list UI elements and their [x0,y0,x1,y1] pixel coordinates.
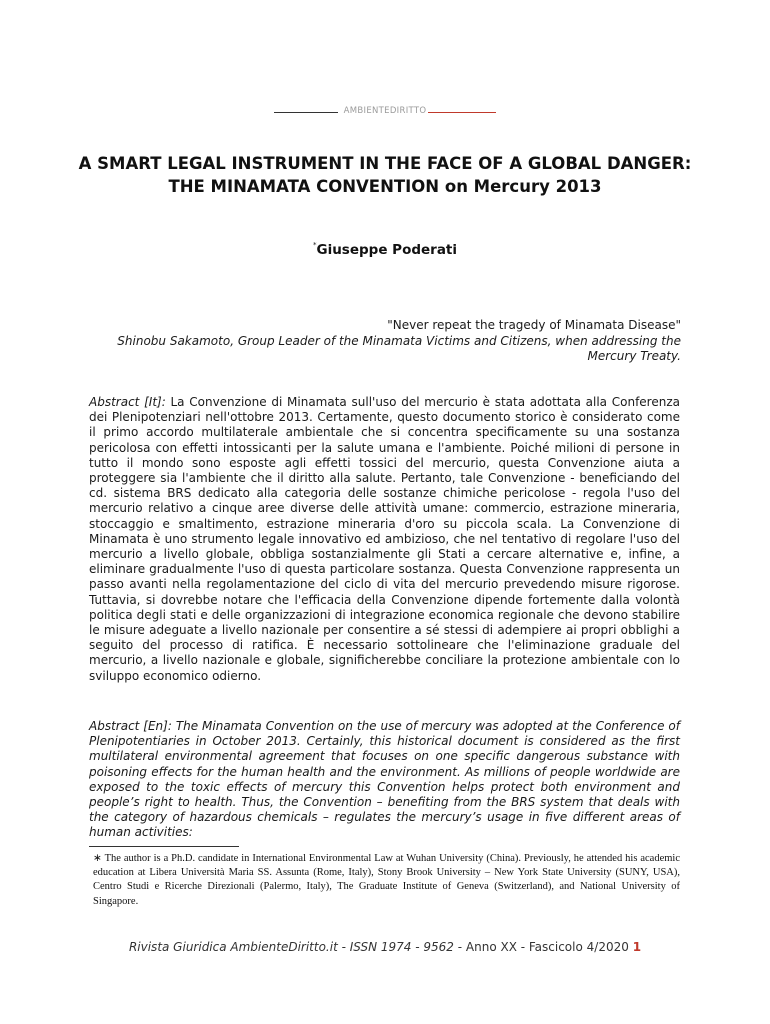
author-name: Giuseppe Poderati [316,242,458,258]
footer-issue: - Anno XX - Fascicolo 4/2020 [457,940,629,954]
author-footnote-marker: * [312,241,317,249]
footnote [93,852,680,909]
footer-journal: Rivista Giuridica AmbienteDiritto.it - ISSN 1974 - 9562 [128,940,454,954]
abstract-english [89,719,680,841]
page-number: 1 [632,940,642,954]
article-title: A SMART LEGAL INSTRUMENT IN THE FACE OF A GLOBAL DANGER: THE MINAMATA CONVENTION on Mercury 2013 [78,154,692,196]
epigraph-attribution: Shinobu Sakamoto, Group Leader of the Minamata Victims and Citizens, when addressing the Mercury Treaty. [117,333,681,363]
footnote-divider [89,846,239,847]
page-footer [0,940,770,954]
author-line [0,242,770,258]
abstract-it-text: La Convenzione di Minamata sull'uso del mercurio è stata adottata alla Conferenza dei Plenipotenziari nell'ottobre 2013. Certamente, questo documento storico è considerato come il primo accordo multilaterale ambientale che si concentra specificamente su una sostanza pericolosa con effetti intossicanti per la salute umana e l'ambiente. Poiché milioni di persone in tutto il mondo sono esposte agli effetti tossici del mercurio, questa Convenzione aiuta a proteggere sia l'ambiente che il diritto alla salute. Pertanto, tale Convenzione - beneficiando del cd. sistema BRS dedicato alla categoria delle sostanze chimiche pericolose - regola l'uso del mercurio relativo a cinque aree diverse delle attività umane: commercio, estrazione mineraria, stoccaggio e smaltimento, estrazione mineraria d'oro su piccola scala. La Convenzione di Minamata è uno strumento legale innovativo ed ambizioso, che nel tentativo di regolare l'uso del mercurio a livello globale, obbliga sostanzialmente gli Stati a cercare alternative e, infine, a eliminare gradualmente l'uso di questa particolare sostanza. Questa Convenzione rappresenta un passo avanti nella regolamentazione del ciclo di vita del mercurio prevedendo misure rigorose. Tuttavia, si dovrebbe notare che l'efficacia della Convenzione dipende fortemente dalla volontà politica degli stati e delle organizzazioni di integrazione economica regionale che devono stabilire le misure adeguate a livello nazionale per consentire a sé stessi di adempiere ai propri obblighi a seguito del processo di ratifica. È necessario sottolineare che l'eliminazione graduale del mercurio, a livello nazionale e globale, significherebbe conciliare la protezione ambientale con lo sviluppo economico odierno. [89,395,680,683]
header-rule-right [428,112,496,113]
header-running-title: AMBIENTEDIRITTO [343,106,427,116]
epigraph [81,318,681,365]
epigraph-quote: "Never repeat the tragedy of Minamata Disease" [387,318,681,332]
footnote-text: The author is a Ph.D. candidate in International Environmental Law at Wuhan University (China). Previously, he attended his academic education at Libera Università Maria SS. Assunta (Rome, Italy), Stony Brook University – New York State University (SUNY, USA), Centro Studi e Ricerche Direzionali (Palermo, Italy), The Graduate Institute of Geneva (Switzerland), and National University of Singapore. [93,853,681,907]
abstract-en-label: Abstract [En]: [89,719,172,733]
abstract-italian [89,395,680,684]
header-rule-left [274,112,338,113]
abstract-it-label: Abstract [It]: [89,395,166,409]
abstract-en-text: The Minamata Convention on the use of mercury was adopted at the Conference of Plenipotentiaries in October 2013. Certainly, this historical document is considered as the first multilateral environmental agreement that focuses on one specific dangerous substance with poisoning effects for the human health and the environment. As millions of people worldwide are exposed to the toxic effects of mercury this Convention helps protect both environment and people’s right to health. Thus, the Convention – benefiting from the BRS system that deals with the category of hazardous chemicals – regulates the mercury’s usage in five different areas of human activities: [89,719,681,840]
running-header [0,106,770,116]
footnote-marker: ∗ [93,853,102,864]
